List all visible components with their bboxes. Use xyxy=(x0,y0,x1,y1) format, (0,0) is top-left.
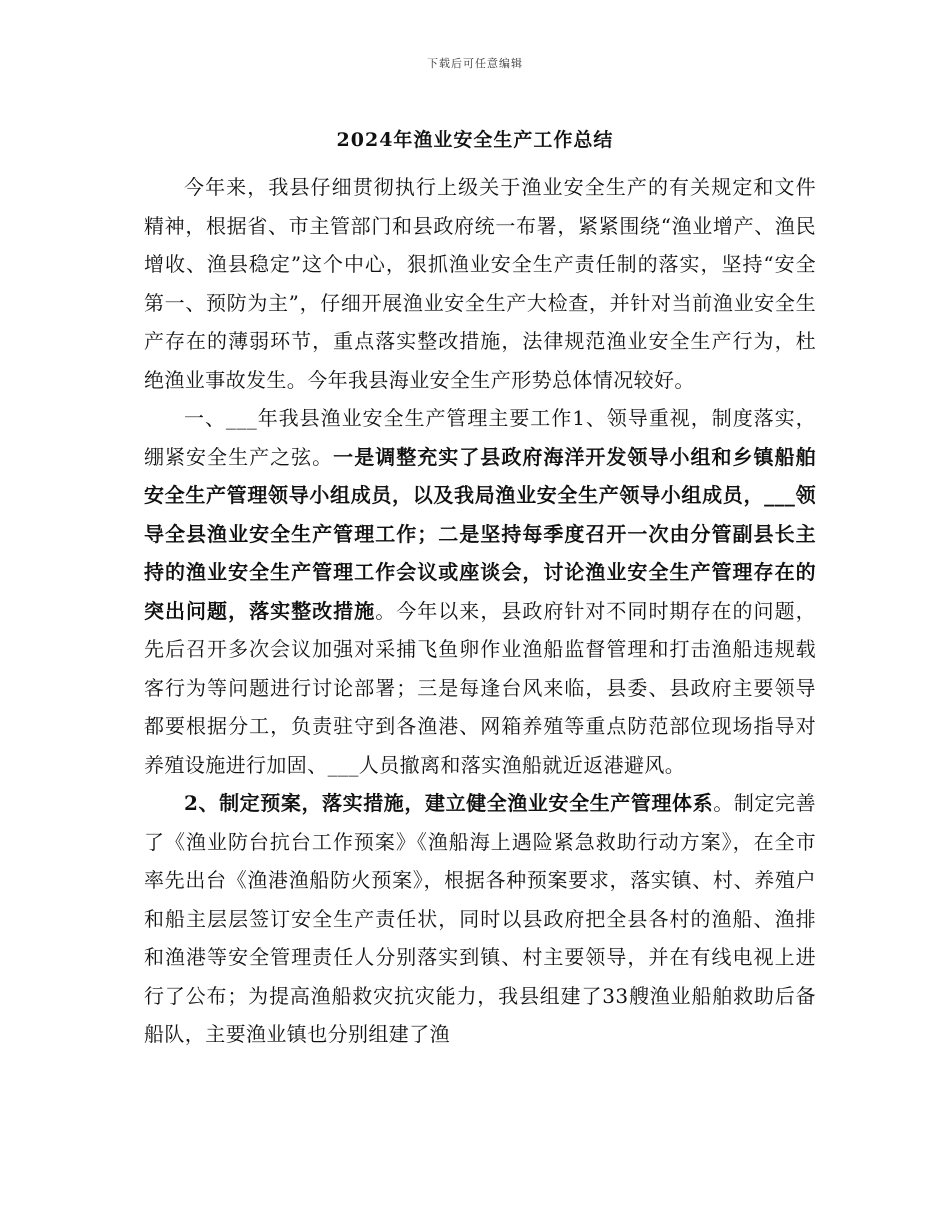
text-run: 。制定完善了《渔业防台抗台工作预案》《渔船海上遇险紧急救助行动方案》，在全市率先出台《渔港渔船防火预案》，根据各种预案要求，落实镇、村、养殖户和船主层层签订安全生产责任状，同时以县政府把全县各村的渔船、渔排和渔港等安全管理责任人分别落实到镇、村主要领导，并在有线电视上进行了公布；为提高渔船救灾抗灾能力，我县组建了33艘渔业船舶救助后备船队，主要渔业镇也分别组建了渔 xyxy=(144,791,816,1046)
text-run: 一、___年我县渔业安全生产管理主要工作1、领导重视，制度落实，绷紧安全生产之弦。 xyxy=(144,406,816,469)
paragraph-section-1 xyxy=(144,399,816,784)
document-body xyxy=(144,168,816,1054)
text-run: 今年来，我县仔细贯彻执行上级关于渔业安全生产的有关规定和文件精神，根据省、市主管部门和县政府统一布署，紧紧围绕“渔业增产、渔民增收、渔县稳定”这个中心，狠抓渔业安全生产责任制的落实，坚持“安全第一、预防为主”，仔细开展渔业安全生产大检查，并针对当前渔业安全生产存在的薄弱环节，重点落实整改措施，法律规范渔业安全生产行为，杜绝渔业事故发生。今年我县海业安全生产形势总体情况较好。 xyxy=(144,175,816,392)
paragraph-intro xyxy=(144,168,816,399)
text-run: 。今年以来，县政府针对不同时期存在的问题，先后召开多次会议加强对采捕飞鱼卵作业渔船监督管理和打击渔船违规载客行为等问题进行讨论部署；三是每逢台风来临，县委、县政府主要领导都要根据分工，负责驻守到各渔港、网箱养殖等重点防范部位现场指导对养殖设施进行加固、___人员撤离和落实渔船就近返港避风。 xyxy=(144,598,816,777)
bold-text-run: 2、制定预案，落实措施，建立健全渔业安全生产管理体系 xyxy=(184,791,714,815)
bold-text-run: 一是调整充实了县政府海洋开发领导小组和乡镇船舶安全生产管理领导小组成员，以及我局渔业安全生产领导小组成员，___领导全县渔业安全生产管理工作；二是坚持每季度召开一次由分管副县长主持的渔业安全生产管理工作会议或座谈会，讨论渔业安全生产管理存在的突出问题，落实整改措施 xyxy=(144,444,816,623)
header-note: 下载后可任意编辑 xyxy=(427,57,523,70)
paragraph-section-2 xyxy=(144,784,816,1054)
document-title: 2024年渔业安全生产工作总结 xyxy=(336,129,614,151)
